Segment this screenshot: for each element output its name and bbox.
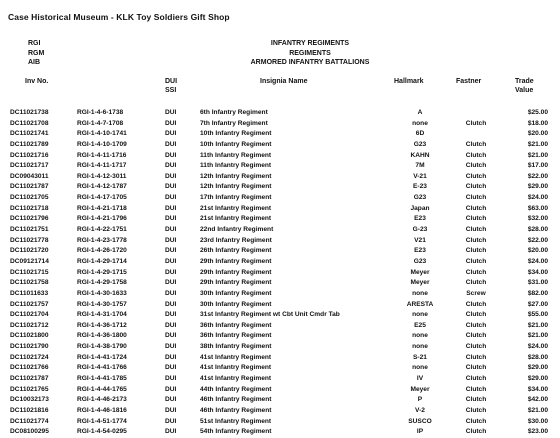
inventory-number-cell: DC11021712 <box>10 321 49 329</box>
trade-value-cell: $28.00 <box>527 226 548 234</box>
inventory-number-cell: DC11021765 <box>10 385 49 393</box>
fastener-cell: Clutch <box>465 353 487 361</box>
rgi-code-cell: RGI-1-4-46-1816 <box>77 406 127 414</box>
column-header-trade-line1: Trade <box>515 78 534 85</box>
trade-value-cell: $32.00 <box>527 215 548 223</box>
rgi-code-cell: RGI-1-4-30-1633 <box>77 289 127 297</box>
table-row <box>0 385 560 396</box>
dui-type-cell: DUI <box>165 311 177 319</box>
hallmark-cell: IP <box>416 428 424 436</box>
table-row <box>0 278 560 289</box>
inventory-number-cell: DC09043011 <box>10 172 49 180</box>
trade-value-cell: $21.00 <box>527 332 548 340</box>
fastener-cell: Clutch <box>465 162 487 170</box>
fastener-cell: Clutch <box>465 343 487 351</box>
fastener-cell: Clutch <box>465 321 487 329</box>
insignia-name-cell: 51st Infantry Regiment <box>200 417 272 425</box>
dui-type-cell: DUI <box>165 417 177 425</box>
hallmark-cell: SUSCO <box>408 417 432 425</box>
inventory-number-cell: DC09121714 <box>10 257 49 265</box>
hallmark-cell: none <box>412 364 428 372</box>
table-row <box>0 310 560 321</box>
column-header-dui <box>165 78 177 96</box>
code-rgi: RGI <box>28 40 41 47</box>
fastener-cell: Clutch <box>465 332 487 340</box>
insignia-name-cell: 12th Infantry Regiment <box>200 183 272 191</box>
inventory-number-cell: DC11021718 <box>10 204 49 212</box>
column-header-fastener: Fastner <box>456 78 482 85</box>
rgi-code-cell: RGI-1-4-41-1724 <box>77 353 127 361</box>
trade-value-cell: $23.00 <box>527 428 548 436</box>
dui-type-cell: DUI <box>165 247 177 255</box>
trade-value-cell: $27.00 <box>527 300 548 308</box>
inventory-number-cell: DC11021790 <box>10 343 49 351</box>
rgi-code-cell: RGI-1-4-6-1738 <box>77 109 124 116</box>
table-row <box>0 321 560 332</box>
dui-type-cell: DUI <box>165 343 177 351</box>
rgi-code-cell: RGI-1-4-38-1790 <box>77 343 127 351</box>
table-row <box>0 257 560 268</box>
insignia-name-cell: 21st Infantry Regiment <box>200 204 272 212</box>
trade-value-cell: $22.00 <box>527 236 548 244</box>
trade-value-cell: $29.00 <box>527 375 548 383</box>
fastener-cell: Clutch <box>465 140 487 148</box>
fastener-cell: Clutch <box>465 375 487 383</box>
hallmark-cell: P <box>417 396 423 404</box>
dui-type-cell: DUI <box>165 109 177 116</box>
hallmark-cell: none <box>412 343 428 351</box>
fastener-cell: Clutch <box>465 364 487 372</box>
fastener-cell: Clutch <box>465 172 487 180</box>
hallmark-cell: V-21 <box>413 172 427 180</box>
rgi-code-cell: RGI-1-4-12-1787 <box>77 183 127 191</box>
fastener-cell: Clutch <box>465 215 487 223</box>
dui-type-cell: DUI <box>165 321 177 329</box>
insignia-name-cell: 29th Infantry Regiment <box>200 257 272 265</box>
rgi-code-cell: RGI-1-4-29-1714 <box>77 257 127 265</box>
trade-value-cell: $34.00 <box>527 268 548 276</box>
trade-value-cell: $28.00 <box>527 353 548 361</box>
fastener-cell: Clutch <box>465 204 487 212</box>
rgi-code-cell: RGI-1-4-36-1712 <box>77 321 127 329</box>
inventory-number-cell: DC11021717 <box>10 162 49 170</box>
trade-value-cell: $34.00 <box>527 385 548 393</box>
insignia-name-cell: 30th Infantry Regiment <box>200 300 272 308</box>
inventory-number-cell: DC11021738 <box>10 109 49 116</box>
hallmark-cell: none <box>412 311 428 319</box>
table-row <box>0 172 560 183</box>
insignia-name-cell: 38th Infantry Regiment <box>200 343 272 351</box>
fastener-cell: Clutch <box>465 119 487 127</box>
fastener-cell: Clutch <box>465 385 487 393</box>
trade-value-cell: $82.00 <box>527 289 548 297</box>
inventory-number-cell: DC11021796 <box>10 215 49 223</box>
hallmark-cell: A <box>417 109 423 116</box>
table-row <box>0 268 560 279</box>
rgi-code-cell: RGI-1-4-51-1774 <box>77 417 127 425</box>
hallmark-cell: none <box>412 332 428 340</box>
trade-value-cell: $21.00 <box>527 151 548 159</box>
rgi-code-cell: RGI-1-4-11-1716 <box>77 151 127 159</box>
category-codes <box>28 39 44 68</box>
table-row <box>0 161 560 172</box>
rgi-code-cell: RGI-1-4-44-1765 <box>77 385 127 393</box>
dui-type-cell: DUI <box>165 332 177 340</box>
dui-type-cell: DUI <box>165 300 177 308</box>
column-header-dui-line1: DUI <box>165 78 178 85</box>
insignia-name-cell: 46th Infantry Regiment <box>200 396 272 404</box>
table-row <box>0 236 560 247</box>
hallmark-cell: Meyer <box>410 385 430 393</box>
trade-value-cell: $31.00 <box>527 279 548 287</box>
table-row <box>0 225 560 236</box>
hallmark-cell: G23 <box>413 257 427 265</box>
trade-value-cell: $21.00 <box>527 406 548 414</box>
table-row <box>0 395 560 406</box>
rgi-code-cell: RGI-1-4-21-1796 <box>77 215 127 223</box>
fastener-cell: Clutch <box>465 428 487 436</box>
trade-value-cell: $22.00 <box>527 172 548 180</box>
insignia-name-cell: 22nd Infantry Regiment <box>200 226 274 234</box>
column-header-name: Insignia Name <box>260 78 308 85</box>
rgi-code-cell: RGI-1-4-12-3011 <box>77 172 127 180</box>
table-row <box>0 417 560 428</box>
dui-type-cell: DUI <box>165 130 177 138</box>
insignia-name-cell: 11th Infantry Regiment <box>200 162 272 170</box>
insignia-name-cell: 12th Infantry Regiment <box>200 172 272 180</box>
table-row <box>0 214 560 225</box>
dui-type-cell: DUI <box>165 385 177 393</box>
rgi-code-cell: RGI-1-4-29-1758 <box>77 279 127 287</box>
fastener-cell: Clutch <box>465 279 487 287</box>
hallmark-cell: V-2 <box>415 406 425 414</box>
trade-value-cell: $20.00 <box>527 130 548 138</box>
table-row <box>0 406 560 417</box>
dui-type-cell: DUI <box>165 119 177 127</box>
table-row <box>0 193 560 204</box>
inventory-number-cell: DC11021715 <box>10 268 49 276</box>
inventory-number-cell: DC11021751 <box>10 226 49 234</box>
rgi-code-cell: RGI-1-4-7-1708 <box>77 119 124 127</box>
insignia-name-cell: 41st Infantry Regiment <box>200 353 272 361</box>
code-rgm: RGM <box>28 49 45 57</box>
hallmark-cell: 6D <box>415 130 425 138</box>
category-headings <box>180 39 440 68</box>
insignia-name-cell: 31st Infantry Regiment wt Cbt Unit Cmdr Tab <box>200 311 340 319</box>
dui-type-cell: DUI <box>165 140 177 148</box>
insignia-name-cell: 17th Infantry Regiment <box>200 194 272 202</box>
inventory-number-cell: DC11021758 <box>10 279 49 287</box>
hallmark-cell: ARESTA <box>406 300 434 308</box>
insignia-name-cell: 36th Infantry Regiment <box>200 321 272 329</box>
inventory-number-cell: DC11021787 <box>10 183 49 191</box>
fastener-cell: Clutch <box>465 257 487 265</box>
inventory-number-cell: DC11021766 <box>10 364 49 372</box>
table-row <box>0 342 560 353</box>
rgi-code-cell: RGI-1-4-31-1704 <box>77 311 127 319</box>
insignia-name-cell: 46th Infantry Regiment <box>200 406 272 414</box>
rgi-code-cell: RGI-1-4-17-1705 <box>77 194 127 202</box>
inventory-number-cell: DC11021757 <box>10 300 49 308</box>
insignia-name-cell: 23rd Infantry Regiment <box>200 236 272 244</box>
inventory-number-cell: DC11021708 <box>10 119 49 127</box>
inventory-table-body <box>0 108 560 438</box>
dui-type-cell: DUI <box>165 289 177 297</box>
insignia-name-cell: 29th Infantry Regiment <box>200 279 272 287</box>
table-row <box>0 140 560 151</box>
trade-value-cell: $63.00 <box>527 204 548 212</box>
table-row <box>0 108 560 119</box>
hallmark-cell: Meyer <box>410 268 430 276</box>
insignia-name-cell: 10th Infantry Regiment <box>200 140 272 148</box>
table-row <box>0 182 560 193</box>
insignia-name-cell: 7th Infantry Regiment <box>200 119 268 127</box>
heading-regiments: REGIMENTS <box>289 49 331 57</box>
rgi-code-cell: RGI-1-4-10-1741 <box>77 130 127 138</box>
fastener-cell: Clutch <box>465 151 487 159</box>
fastener-cell: Clutch <box>465 417 487 425</box>
table-row <box>0 129 560 140</box>
hallmark-cell: Japan <box>410 204 430 212</box>
rgi-code-cell: RGI-1-4-41-1766 <box>77 364 127 372</box>
inventory-number-cell: DC11021778 <box>10 236 49 244</box>
insignia-name-cell: 44th Infantry Regiment <box>200 385 272 393</box>
hallmark-cell: Meyer <box>410 279 430 287</box>
hallmark-cell: E25 <box>414 321 426 329</box>
dui-type-cell: DUI <box>165 364 177 372</box>
trade-value-cell: $20.00 <box>527 247 548 255</box>
trade-value-cell: $21.00 <box>527 321 548 329</box>
table-row <box>0 363 560 374</box>
trade-value-cell: $29.00 <box>527 183 548 191</box>
dui-type-cell: DUI <box>165 353 177 361</box>
dui-type-cell: DUI <box>165 279 177 287</box>
hallmark-cell: V21 <box>414 236 426 244</box>
rgi-code-cell: RGI-1-4-26-1720 <box>77 247 127 255</box>
hallmark-cell: none <box>412 289 428 297</box>
fastener-cell: Clutch <box>465 268 487 276</box>
table-row <box>0 300 560 311</box>
rgi-code-cell: RGI-1-4-46-2173 <box>77 396 127 404</box>
table-row <box>0 119 560 130</box>
dui-type-cell: DUI <box>165 236 177 244</box>
insignia-name-cell: 30th Infantry Regiment <box>200 289 272 297</box>
heading-armored-infantry: ARMORED INFANTRY BATTALIONS <box>250 59 370 66</box>
insignia-name-cell: 21st Infantry Regiment <box>200 215 272 223</box>
dui-type-cell: DUI <box>165 257 177 265</box>
insignia-name-cell: 41st Infantry Regiment <box>200 364 272 372</box>
hallmark-cell: IV <box>416 375 424 383</box>
trade-value-cell: $24.00 <box>527 194 548 202</box>
trade-value-cell: $55.00 <box>527 311 548 319</box>
inventory-number-cell: DC11021704 <box>10 311 49 319</box>
insignia-name-cell: 10th Infantry Regiment <box>200 130 272 138</box>
fastener-cell: Clutch <box>465 300 487 308</box>
inventory-number-cell: DC08100295 <box>10 428 49 436</box>
rgi-code-cell: RGI-1-4-41-1785 <box>77 375 127 383</box>
trade-value-cell: $17.00 <box>527 162 548 170</box>
inventory-number-cell: DC11021716 <box>10 151 49 159</box>
hallmark-cell: S-21 <box>413 353 427 361</box>
table-row <box>0 204 560 215</box>
trade-value-cell: $30.00 <box>527 417 548 425</box>
hallmark-cell: E23 <box>414 215 426 223</box>
hallmark-cell: 7M <box>415 162 425 170</box>
trade-value-cell: $21.00 <box>527 140 548 148</box>
inventory-number-cell: DC11011633 <box>10 289 49 297</box>
trade-value-cell: $42.00 <box>527 396 548 404</box>
inventory-number-cell: DC11021720 <box>10 247 49 255</box>
inventory-number-cell: DC11021787 <box>10 375 49 383</box>
trade-value-cell: $29.00 <box>527 364 548 372</box>
table-row <box>0 353 560 364</box>
hallmark-cell: none <box>412 119 428 127</box>
table-row <box>0 331 560 342</box>
fastener-cell: Clutch <box>465 396 487 404</box>
fastener-cell: Clutch <box>465 194 487 202</box>
trade-value-cell: $18.00 <box>527 119 548 127</box>
table-row <box>0 427 560 438</box>
fastener-cell: Clutch <box>465 247 487 255</box>
hallmark-cell: G23 <box>413 194 427 202</box>
inventory-number-cell: DC11021789 <box>10 140 49 148</box>
heading-infantry-regiments: INFANTRY REGIMENTS <box>270 40 350 47</box>
inventory-number-cell: DC11021741 <box>10 130 49 138</box>
rgi-code-cell: RGI-1-4-22-1751 <box>77 226 127 234</box>
inventory-number-cell: DC11021774 <box>10 417 49 425</box>
insignia-name-cell: 41st Infantry Regiment <box>200 375 272 383</box>
dui-type-cell: DUI <box>165 183 177 191</box>
document-title: Case Historical Museum - KLK Toy Soldiers Gift Shop <box>8 12 230 22</box>
dui-type-cell: DUI <box>165 215 177 223</box>
inventory-number-cell: DC10032173 <box>10 396 49 404</box>
fastener-cell: Clutch <box>465 226 487 234</box>
dui-type-cell: DUI <box>165 162 177 170</box>
dui-type-cell: DUI <box>165 151 177 159</box>
trade-value-cell: $25.00 <box>527 109 548 116</box>
code-aib: AIB <box>28 59 41 66</box>
dui-type-cell: DUI <box>165 204 177 212</box>
rgi-code-cell: RGI-1-4-36-1800 <box>77 332 127 340</box>
rgi-code-cell: RGI-1-4-30-1757 <box>77 300 127 308</box>
hallmark-cell: E-23 <box>413 183 427 191</box>
dui-type-cell: DUI <box>165 268 177 276</box>
fastener-cell: Clutch <box>465 406 487 414</box>
insignia-name-cell: 11th Infantry Regiment <box>200 151 272 159</box>
dui-type-cell: DUI <box>165 396 177 404</box>
inventory-number-cell: DC11021816 <box>10 406 49 414</box>
insignia-name-cell: 36th Infantry Regiment <box>200 332 272 340</box>
table-row <box>0 151 560 162</box>
column-header-dui-line2: SSI <box>165 86 177 94</box>
inventory-number-cell: DC11021800 <box>10 332 49 340</box>
dui-type-cell: DUI <box>165 194 177 202</box>
rgi-code-cell: RGI-1-4-29-1715 <box>77 268 127 276</box>
table-row <box>0 289 560 300</box>
column-header-inv: Inv No. <box>25 78 49 85</box>
table-row <box>0 246 560 257</box>
fastener-cell: Clutch <box>465 183 487 191</box>
trade-value-cell: $24.00 <box>527 257 548 265</box>
hallmark-cell: KAHN <box>410 151 430 159</box>
inventory-number-cell: DC11021705 <box>10 194 49 202</box>
trade-value-cell: $24.00 <box>527 343 548 351</box>
rgi-code-cell: RGI-1-4-23-1778 <box>77 236 127 244</box>
hallmark-cell: G23 <box>413 140 427 148</box>
hallmark-cell: G-23 <box>412 226 428 234</box>
fastener-cell: Clutch <box>465 236 487 244</box>
dui-type-cell: DUI <box>165 406 177 414</box>
dui-type-cell: DUI <box>165 375 177 383</box>
table-row <box>0 374 560 385</box>
inventory-number-cell: DC11021724 <box>10 353 49 361</box>
rgi-code-cell: RGI-1-4-10-1709 <box>77 140 127 148</box>
insignia-name-cell: 26th Infantry Regiment <box>200 247 272 255</box>
hallmark-cell: E23 <box>414 247 426 255</box>
column-header-trade-line2: Value <box>515 86 534 94</box>
insignia-name-cell: 54th Infantry Regiment <box>200 428 272 436</box>
dui-type-cell: DUI <box>165 172 177 180</box>
column-header-hallmark: Hallmark <box>394 78 424 85</box>
fastener-cell: Clutch <box>465 311 487 319</box>
column-header-trade-value <box>515 78 534 96</box>
fastener-cell: Screw <box>466 289 486 297</box>
dui-type-cell: DUI <box>165 226 177 234</box>
rgi-code-cell: RGI-1-4-54-0295 <box>77 428 127 436</box>
dui-type-cell: DUI <box>165 428 177 436</box>
insignia-name-cell: 6th Infantry Regiment <box>200 109 268 116</box>
insignia-name-cell: 29th Infantry Regiment <box>200 268 272 276</box>
rgi-code-cell: RGI-1-4-21-1718 <box>77 204 127 212</box>
rgi-code-cell: RGI-1-4-11-1717 <box>77 162 127 170</box>
